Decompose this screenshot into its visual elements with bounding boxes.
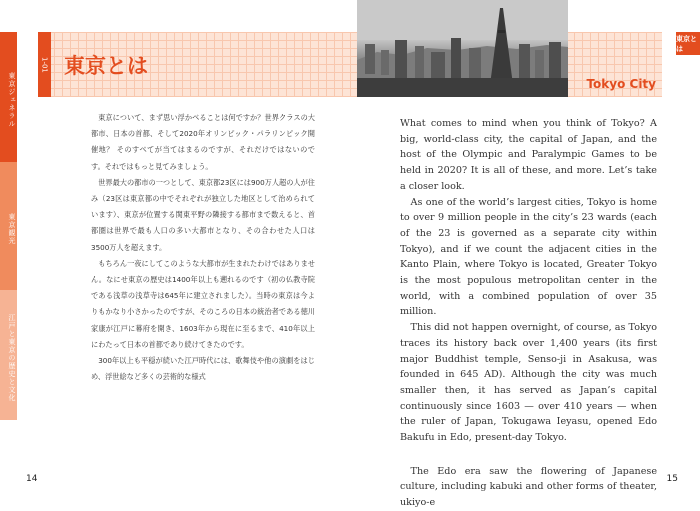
en-paragraph: The Edo era saw the flowering of Japanese culture, including kabuki and other forms of theater, ukiyo-e	[400, 465, 657, 509]
chapter-tabs	[0, 32, 17, 420]
right-page-tab[interactable]: 東京とは	[676, 32, 700, 55]
chapter-tab-tokyo-general[interactable]: 東京ジェネラル	[0, 32, 17, 162]
jp-paragraph: 300年以上も平穏が続いた江戸時代には、歌舞伎や他の演劇をはじめ、浮世絵など多くの芸術的な様式	[91, 356, 315, 382]
chapter-tab-edo-tokyo-history[interactable]: 江戸と東京の歴史と文化	[0, 290, 17, 420]
page-title: 東京とは	[64, 54, 148, 78]
page-number-left: 14	[26, 474, 38, 484]
en-paragraph: This did not happen overnight, of course, as Tokyo traces its history back over 1,400 years (its first major Buddhist temple, Senso-ji in Asakusa, was founded in 645 AD). Although the city was much smaller then, it has served as Japan’s capital continuously since 1603 — over 410 years — when the ruler of Japan, Tokugawa Ieyasu, opened Edo Bakufu in Edo, present-day Tokyo.	[400, 322, 657, 444]
jp-paragraph: 東京について、まず思い浮かべることは何ですか？世界クラスの大都市、日本の首都、そして2020年オリンピック・パラリンピック開催地？ そのすべてが当てはまるのですが、それだけではないのです。それではもっと見てみましょう。	[91, 113, 315, 171]
jp-paragraph: もちろん一夜にしてこのような大都市が生まれたわけではありません。なにせ東京の歴史は1400年以上も遡れるのです（初の仏教寺院である浅草の浅草寺は645年に建立されました）。当時の東京は今よりもかなり小さかったのですが、そのころの日本の統治者である徳川家康が江戸に幕府を開き、1603年から現在に至るまで、410年以上にわたって日本の首都であり続けてきたのです。	[91, 258, 315, 349]
skyline-image	[357, 0, 568, 97]
en-paragraph: What comes to mind when you think of Tokyo? A big, world-class city, the capital of Japan, and the host of the Olympic and Paralympic Games to be held in 2020? It is all of these, and more. Let’s take a closer look.	[400, 118, 657, 192]
tokyo-skyline-photo	[357, 0, 568, 97]
english-text-column	[400, 116, 657, 511]
jp-paragraph: 世界最大の都市の一つとして、東京都23区には900万人超の人が住み（23区は東京都の中でそれぞれが独立した地区として治められています）、東京が位置する関東平野の隣接する都市まで数えると、首都圏は世界で最も人口の多い大都市となり、その合わせた人口は3500万人を超えます。	[91, 177, 315, 252]
chapter-tab-tokyo-sightseeing[interactable]: 東京観光	[0, 162, 17, 290]
page-number-right: 15	[666, 474, 678, 484]
japanese-text-column	[91, 110, 315, 385]
section-number-badge: 1-01	[38, 32, 51, 97]
en-paragraph: As one of the world’s largest cities, Tokyo is home to over 9 million people in the city’s 23 wards (each of the 23 is governed as a separate city within Tokyo), and if we count the adjacent cities in the Kanto Plain, where Tokyo is located, Greater Tokyo is the most populous metropolitan center in the world, with a combined population of over 35 million.	[400, 196, 657, 318]
page-subtitle: Tokyo City	[586, 77, 656, 91]
